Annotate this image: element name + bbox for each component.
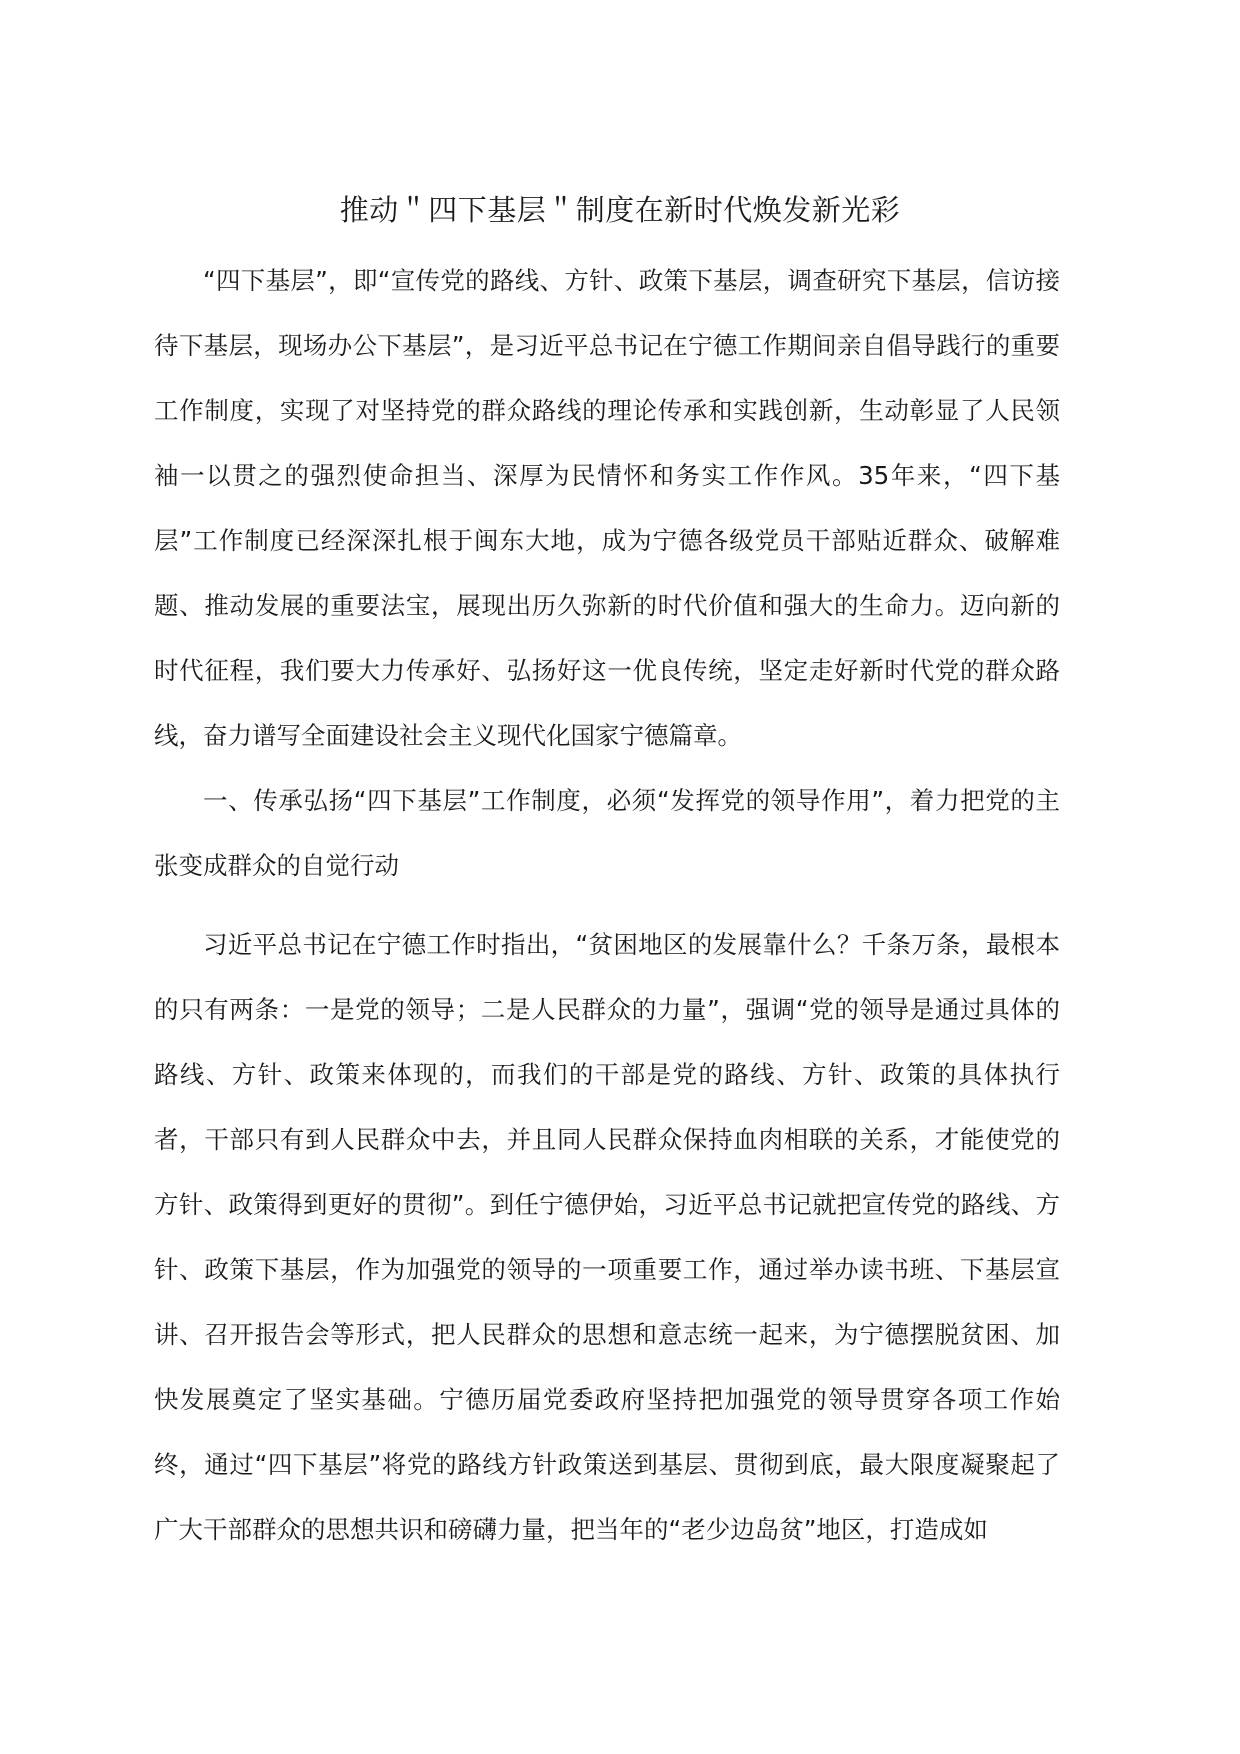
- paragraph-section-1: 习近平总书记在宁德工作时指出，“贫困地区的发展靠什么？千条万条，最根本的只有两条：一是党的领导；二是人民群众的力量”，强调“党的领导是通过具体的路线、方针、政策来体现的，而我们的干部是党的路线、方针、政策的具体执行者，干部只有到人民群众中去，并且同人民群众保持血肉相联的关系，才能使党的方针、政策得到更好的贯彻”。到任宁德伊始，习近平总书记就把宣传党的路线、方针、政策下基层，作为加强党的领导的一项重要工作，通过举办读书班、下基层宣讲、召开报告会等形式，把人民群众的思想和意志统一起来，为宁德摆脱贫困、加快发展奠定了坚实基础。宁德历届党委政府坚持把加强党的领导贯穿各项工作始终，通过“四下基层”将党的路线方针政策送到基层、贯彻到底，最大限度凝聚起了广大干部群众的思想共识和磅礴力量，把当年的“老少边岛贫”地区，打造成如: [154, 930, 1060, 1544]
- section-heading-1: 一、传承弘扬“四下基层”工作制度，必须“发挥党的领导作用”，着力把党的主张变成群众的自觉行动: [154, 786, 1060, 880]
- paragraph-intro: “四下基层”，即“宣传党的路线、方针、政策下基层，调查研究下基层，信访接待下基层，现场办公下基层”，是习近平总书记在宁德工作期间亲自倡导践行的重要工作制度，实现了对坚持党的群众路线的理论传承和实践创新，生动彰显了人民领袖一以贯之的强烈使命担当、深厚为民情怀和务实工作作风。35年来，“四下基层”工作制度已经深深扎根于闽东大地，成为宁德各级党员干部贴近群众、破解难题、推动发展的重要法宝，展现出历久弥新的时代价值和强大的生命力。迈向新的时代征程，我们要大力传承好、弘扬好这一优良传统，坚定走好新时代党的群众路线，奋力谱写全面建设社会主义现代化国家宁德篇章。: [154, 266, 1060, 750]
- document-title: 推动＂四下基层＂制度在新时代焕发新光彩: [339, 193, 901, 227]
